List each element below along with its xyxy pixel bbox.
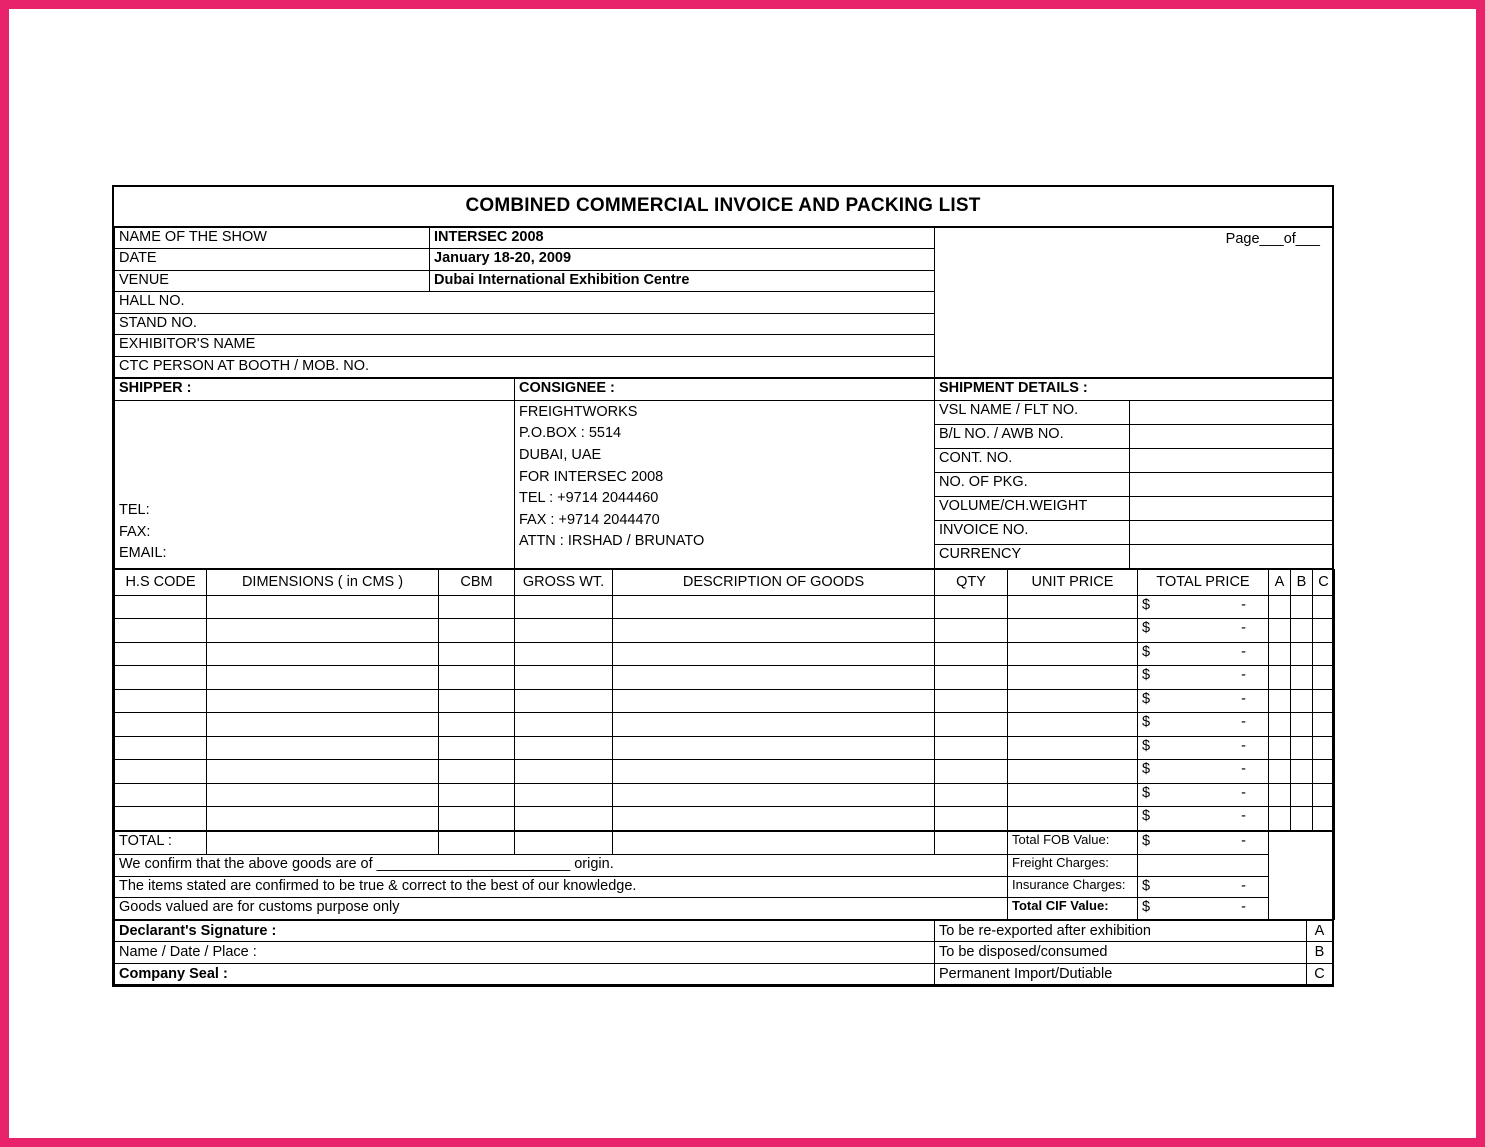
declaration-origin-post: origin. (570, 856, 614, 873)
cell-flag-a[interactable] (1269, 642, 1291, 666)
col-unit-price: UNIT PRICE (1008, 569, 1138, 595)
cell-flag-c[interactable] (1313, 642, 1335, 666)
field-label-exhibitor-name[interactable]: EXHIBITOR'S NAME (115, 335, 935, 357)
col-b: B (1291, 569, 1313, 595)
declarant-name-label[interactable]: Name / Date / Place : (115, 942, 935, 964)
cell-flag-b[interactable] (1291, 713, 1313, 737)
table-row[interactable] (115, 689, 1335, 713)
shipment-label-volume-weight: VOLUME/CH.WEIGHT (935, 496, 1130, 520)
disposition-letter-c: C (1307, 963, 1333, 985)
declaration-origin-blank: ________________________ (376, 856, 571, 873)
shipment-value-bl-awb[interactable] (1130, 424, 1333, 448)
currency-sign: $ (1142, 899, 1151, 916)
amount-dash: - (1241, 808, 1246, 825)
cell-gross-wt[interactable] (515, 807, 613, 831)
cell-description[interactable] (613, 783, 935, 807)
consignee-heading: CONSIGNEE : (515, 379, 935, 401)
currency-sign: $ (1142, 620, 1151, 637)
cell-dimensions[interactable] (207, 642, 439, 666)
cell-flag-a[interactable] (1269, 619, 1291, 643)
cell-unit-price[interactable] (1008, 736, 1138, 760)
cell-flag-a[interactable] (1269, 783, 1291, 807)
cell-gross-wt[interactable] (515, 666, 613, 690)
currency-sign: $ (1142, 596, 1151, 613)
cell-flag-c[interactable] (1313, 807, 1335, 831)
cell-flag-c[interactable] (1313, 760, 1335, 784)
cell-hs-code[interactable] (115, 783, 207, 807)
consignee-line: TEL : +9714 2044460 (519, 490, 659, 507)
cell-qty[interactable] (935, 760, 1008, 784)
currency-sign: $ (1142, 690, 1151, 707)
cell-total-price[interactable] (1138, 689, 1269, 713)
cell-cbm[interactable] (439, 807, 515, 831)
cell-qty[interactable] (935, 666, 1008, 690)
freight-charges-label: Freight Charges: (1008, 855, 1138, 877)
page-number-box[interactable]: Page___of___ (935, 227, 1333, 378)
cell-description[interactable] (613, 595, 935, 619)
cell-qty[interactable] (935, 807, 1008, 831)
amount-dash: - (1241, 761, 1246, 778)
total-gross-wt-cell[interactable] (515, 831, 613, 855)
invoice-document (112, 185, 1334, 987)
cell-gross-wt[interactable] (515, 619, 613, 643)
insurance-charges-amount[interactable] (1138, 876, 1269, 898)
consignee-line: FAX : +9714 2044470 (519, 511, 660, 528)
shipment-value-currency[interactable] (1130, 544, 1333, 568)
cell-dimensions[interactable] (207, 595, 439, 619)
cell-total-price[interactable] (1138, 736, 1269, 760)
field-label-date: DATE (115, 249, 430, 271)
consignee-line: P.O.BOX : 5514 (519, 425, 622, 442)
cell-qty[interactable] (935, 713, 1008, 737)
amount-dash: - (1241, 714, 1246, 731)
cell-dimensions[interactable] (207, 736, 439, 760)
cell-total-price[interactable] (1138, 807, 1269, 831)
cell-unit-price[interactable] (1008, 689, 1138, 713)
cell-cbm[interactable] (439, 736, 515, 760)
freight-charges-amount[interactable] (1138, 855, 1269, 877)
table-row[interactable] (115, 619, 1335, 643)
cell-flag-b[interactable] (1291, 619, 1313, 643)
cell-total-price[interactable] (1138, 595, 1269, 619)
shipment-label-invoice-no: INVOICE NO. (935, 520, 1130, 544)
cell-description[interactable] (613, 619, 935, 643)
col-gross-wt: GROSS WT. (515, 569, 613, 595)
cell-total-price[interactable] (1138, 642, 1269, 666)
cell-cbm[interactable] (439, 619, 515, 643)
cell-dimensions[interactable] (207, 760, 439, 784)
cell-dimensions[interactable] (207, 713, 439, 737)
disposition-letter-a: A (1307, 920, 1333, 942)
cell-flag-b[interactable] (1291, 760, 1313, 784)
cell-description[interactable] (613, 713, 935, 737)
cell-flag-a[interactable] (1269, 760, 1291, 784)
cell-unit-price[interactable] (1008, 807, 1138, 831)
cell-description[interactable] (613, 736, 935, 760)
field-value-date[interactable]: January 18-20, 2009 (430, 249, 935, 271)
cell-flag-c[interactable] (1313, 595, 1335, 619)
declaration-truth: The items stated are confirmed to be true & correct to the best of our knowledge. (115, 876, 1008, 898)
cell-cbm[interactable] (439, 642, 515, 666)
total-description-cell[interactable] (613, 831, 935, 855)
col-qty: QTY (935, 569, 1008, 595)
cell-flag-c[interactable] (1313, 783, 1335, 807)
currency-sign: $ (1142, 714, 1151, 731)
cell-description[interactable] (613, 642, 935, 666)
cell-flag-a[interactable] (1269, 807, 1291, 831)
disposition-permanent-import[interactable]: Permanent Import/Dutiable (935, 963, 1307, 985)
cell-total-price[interactable] (1138, 760, 1269, 784)
header-table (114, 227, 1333, 379)
amount-dash: - (1241, 596, 1246, 613)
disposition-disposed[interactable]: To be disposed/consumed (935, 942, 1307, 964)
shipper-tel-label: TEL: (119, 502, 150, 519)
declarant-signature-label[interactable]: Declarant's Signature : (115, 920, 935, 942)
cell-gross-wt[interactable] (515, 689, 613, 713)
cell-flag-c[interactable] (1313, 736, 1335, 760)
cell-qty[interactable] (935, 619, 1008, 643)
cell-total-price[interactable] (1138, 783, 1269, 807)
total-fob-amount[interactable] (1138, 831, 1269, 855)
insurance-charges-label: Insurance Charges: (1008, 876, 1138, 898)
declaration-customs: Goods valued are for customs purpose only (115, 898, 1008, 920)
col-total-price: TOTAL PRICE (1138, 569, 1269, 595)
total-fob-label: Total FOB Value: (1008, 831, 1138, 855)
cell-gross-wt[interactable] (515, 642, 613, 666)
shipment-value-no-of-pkg[interactable] (1130, 472, 1333, 496)
amount-dash: - (1241, 737, 1246, 754)
cell-description[interactable] (613, 760, 935, 784)
table-row[interactable] (115, 642, 1335, 666)
cell-gross-wt[interactable] (515, 783, 613, 807)
amount-dash: - (1241, 643, 1246, 660)
cell-unit-price[interactable] (1008, 783, 1138, 807)
total-cbm-cell[interactable] (439, 831, 515, 855)
cell-hs-code[interactable] (115, 619, 207, 643)
shipment-value-volume-weight[interactable] (1130, 496, 1333, 520)
shipment-value-invoice-no[interactable] (1130, 520, 1333, 544)
title-table (114, 187, 1332, 227)
shipment-value-cont-no[interactable] (1130, 448, 1333, 472)
cell-flag-b[interactable] (1291, 642, 1313, 666)
amount-dash: - (1241, 784, 1246, 801)
table-row[interactable] (115, 807, 1335, 831)
disposition-reexport[interactable]: To be re-exported after exhibition (935, 920, 1307, 942)
field-label-venue: VENUE (115, 270, 430, 292)
shipper-heading: SHIPPER : (115, 379, 515, 401)
cell-qty[interactable] (935, 595, 1008, 619)
col-dimensions: DIMENSIONS ( in CMS ) (207, 569, 439, 595)
amount-dash: - (1241, 620, 1246, 637)
cell-hs-code[interactable] (115, 595, 207, 619)
field-label-show: NAME OF THE SHOW (115, 227, 430, 249)
col-hs-code: H.S CODE (115, 569, 207, 595)
cell-total-price[interactable] (1138, 619, 1269, 643)
col-description: DESCRIPTION OF GOODS (613, 569, 935, 595)
cell-description[interactable] (613, 807, 935, 831)
amount-dash: - (1241, 667, 1246, 684)
cell-unit-price[interactable] (1008, 642, 1138, 666)
consignee-block[interactable] (515, 400, 935, 568)
cell-cbm[interactable] (439, 760, 515, 784)
cell-hs-code[interactable] (115, 760, 207, 784)
cell-cbm[interactable] (439, 713, 515, 737)
cell-flag-b[interactable] (1291, 689, 1313, 713)
col-a: A (1269, 569, 1291, 595)
shipment-value-vsl-flt[interactable] (1130, 400, 1333, 424)
goods-table (114, 569, 1335, 831)
table-row[interactable] (115, 783, 1335, 807)
cell-unit-price[interactable] (1008, 666, 1138, 690)
cell-gross-wt[interactable] (515, 760, 613, 784)
cell-cbm[interactable] (439, 666, 515, 690)
col-cbm: CBM (439, 569, 515, 595)
parties-table (114, 378, 1333, 569)
field-label-hall-no[interactable]: HALL NO. (115, 292, 935, 314)
amount-dash: - (1241, 690, 1246, 707)
field-label-stand-no[interactable]: STAND NO. (115, 313, 935, 335)
cell-hs-code[interactable] (115, 689, 207, 713)
currency-sign: $ (1142, 737, 1151, 754)
cell-total-price[interactable] (1138, 713, 1269, 737)
cell-hs-code[interactable] (115, 736, 207, 760)
cell-gross-wt[interactable] (515, 736, 613, 760)
cell-gross-wt[interactable] (515, 595, 613, 619)
cell-flag-c[interactable] (1313, 666, 1335, 690)
col-c: C (1313, 569, 1335, 595)
cell-flag-a[interactable] (1269, 595, 1291, 619)
company-seal-label[interactable]: Company Seal : (115, 963, 935, 985)
currency-sign: $ (1142, 643, 1151, 660)
field-value-show[interactable]: INTERSEC 2008 (430, 227, 935, 249)
cell-cbm[interactable] (439, 689, 515, 713)
currency-sign: $ (1142, 808, 1151, 825)
consignee-line: DUBAI, UAE (519, 447, 602, 464)
total-cif-amount[interactable] (1138, 898, 1269, 920)
table-row[interactable] (115, 595, 1335, 619)
disposition-letter-b: B (1307, 942, 1333, 964)
consignee-line: FOR INTERSEC 2008 (519, 468, 664, 485)
cell-qty[interactable] (935, 783, 1008, 807)
document-title: COMBINED COMMERCIAL INVOICE AND PACKING LIST (114, 187, 1332, 226)
amount-dash: - (1241, 877, 1246, 894)
cell-unit-price[interactable] (1008, 760, 1138, 784)
table-row[interactable] (115, 736, 1335, 760)
shipper-block[interactable] (115, 400, 515, 568)
cell-dimensions[interactable] (207, 783, 439, 807)
shipment-details-heading: SHIPMENT DETAILS : (935, 379, 1333, 401)
cell-qty[interactable] (935, 642, 1008, 666)
cell-qty[interactable] (935, 736, 1008, 760)
currency-sign: $ (1142, 761, 1151, 778)
currency-sign: $ (1142, 667, 1151, 684)
shipment-label-currency: CURRENCY (935, 544, 1130, 568)
cell-dimensions[interactable] (207, 689, 439, 713)
cell-description[interactable] (613, 666, 935, 690)
signature-table (114, 920, 1333, 986)
cell-flag-a[interactable] (1269, 666, 1291, 690)
declaration-origin-pre: We confirm that the above goods are of (119, 856, 377, 873)
field-label-ctc-person[interactable]: CTC PERSON AT BOOTH / MOB. NO. (115, 356, 935, 378)
cell-flag-b[interactable] (1291, 595, 1313, 619)
shipment-label-no-of-pkg: NO. OF PKG. (935, 472, 1130, 496)
cell-hs-code[interactable] (115, 713, 207, 737)
cell-flag-b[interactable] (1291, 807, 1313, 831)
cell-flag-c[interactable] (1313, 619, 1335, 643)
cell-unit-price[interactable] (1008, 619, 1138, 643)
cell-cbm[interactable] (439, 595, 515, 619)
cell-flag-c[interactable] (1313, 689, 1335, 713)
cell-hs-code[interactable] (115, 642, 207, 666)
cell-qty[interactable] (935, 689, 1008, 713)
currency-sign: $ (1142, 784, 1151, 801)
total-label: TOTAL : (115, 831, 207, 855)
shipper-email-label: EMAIL: (119, 545, 167, 562)
amount-dash: - (1241, 832, 1246, 849)
table-row[interactable] (115, 713, 1335, 737)
shipment-label-bl-awb: B/L NO. / AWB NO. (935, 424, 1130, 448)
cell-flag-b[interactable] (1291, 666, 1313, 690)
cell-unit-price[interactable] (1008, 713, 1138, 737)
cell-flag-a[interactable] (1269, 689, 1291, 713)
table-row[interactable] (115, 666, 1335, 690)
consignee-line: FREIGHTWORKS (519, 403, 638, 420)
currency-sign: $ (1142, 832, 1151, 849)
cell-flag-a[interactable] (1269, 713, 1291, 737)
total-qty-cell[interactable] (935, 831, 1008, 855)
shipper-fax-label: FAX: (119, 523, 151, 540)
cell-total-price[interactable] (1138, 666, 1269, 690)
cell-dimensions[interactable] (207, 619, 439, 643)
cell-flag-c[interactable] (1313, 713, 1335, 737)
cell-cbm[interactable] (439, 783, 515, 807)
totals-table (114, 831, 1335, 920)
consignee-line: ATTN : IRSHAD / BRUNATO (519, 533, 705, 550)
declaration-origin[interactable] (115, 855, 1008, 877)
cell-unit-price[interactable] (1008, 595, 1138, 619)
table-row[interactable] (115, 760, 1335, 784)
cell-dimensions[interactable] (207, 666, 439, 690)
cell-dimensions[interactable] (207, 807, 439, 831)
currency-sign: $ (1142, 877, 1151, 894)
shipper-contact-lines (119, 500, 167, 565)
cell-gross-wt[interactable] (515, 713, 613, 737)
cell-hs-code[interactable] (115, 666, 207, 690)
field-value-venue[interactable]: Dubai International Exhibition Centre (430, 270, 935, 292)
amount-dash: - (1241, 899, 1246, 916)
totals-blank-right (1269, 831, 1335, 919)
cell-flag-a[interactable] (1269, 736, 1291, 760)
shipment-label-cont-no: CONT. NO. (935, 448, 1130, 472)
shipment-label-vsl-flt: VSL NAME / FLT NO. (935, 400, 1130, 424)
cell-flag-b[interactable] (1291, 736, 1313, 760)
cell-flag-b[interactable] (1291, 783, 1313, 807)
total-cif-label: Total CIF Value: (1008, 898, 1138, 920)
cell-hs-code[interactable] (115, 807, 207, 831)
total-dimensions-cell[interactable] (207, 831, 439, 855)
cell-description[interactable] (613, 689, 935, 713)
